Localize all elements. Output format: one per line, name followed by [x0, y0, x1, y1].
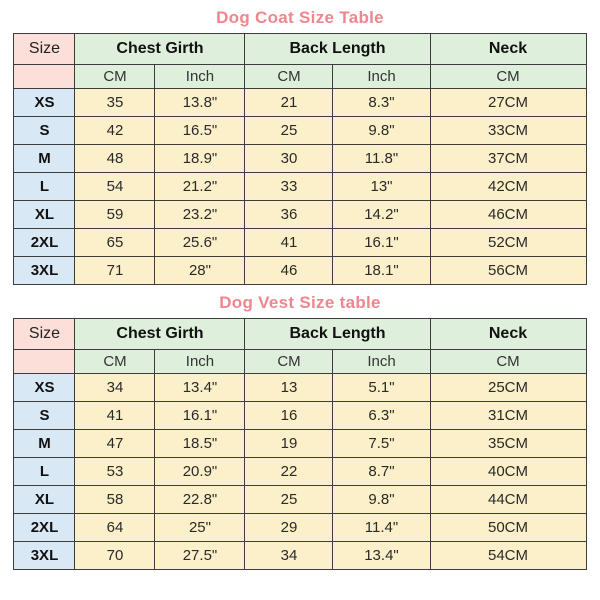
chest-cm-unit: CM — [75, 65, 155, 89]
table-row — [14, 145, 586, 173]
chest-inch-value: 25.6" — [155, 229, 245, 257]
units-row — [14, 65, 586, 89]
chest-inch-value: 23.2" — [155, 201, 245, 229]
size-label: 2XL — [14, 229, 75, 257]
size-label: 3XL — [14, 542, 75, 570]
neck-value: 25CM — [430, 374, 586, 402]
chest-inch-value: 27.5" — [155, 542, 245, 570]
chest-inch-value: 16.5" — [155, 117, 245, 145]
back-cm-value: 30 — [245, 145, 333, 173]
table-row — [14, 458, 586, 486]
neck-header: Neck — [430, 319, 586, 350]
table-row — [14, 402, 586, 430]
neck-header: Neck — [430, 34, 586, 65]
dog-vest-size-table — [13, 318, 586, 570]
chest-cm-value: 35 — [75, 89, 155, 117]
chest-inch-value: 16.1" — [155, 402, 245, 430]
back-cm-value: 13 — [245, 374, 333, 402]
neck-value: 42CM — [430, 173, 586, 201]
back-inch-value: 11.8" — [333, 145, 430, 173]
neck-value: 37CM — [430, 145, 586, 173]
neck-cm-unit: CM — [430, 65, 586, 89]
size-label: XS — [14, 89, 75, 117]
chest-inch-value: 22.8" — [155, 486, 245, 514]
size-label: L — [14, 173, 75, 201]
back-cm-value: 34 — [245, 542, 333, 570]
neck-value: 31CM — [430, 402, 586, 430]
chest-inch-value: 28" — [155, 257, 245, 285]
table-row — [14, 173, 586, 201]
chest-cm-value: 34 — [75, 374, 155, 402]
back-inch-value: 6.3" — [333, 402, 430, 430]
size-label: M — [14, 430, 75, 458]
size-label: L — [14, 458, 75, 486]
back-inch-value: 16.1" — [333, 229, 430, 257]
chest-inch-value: 18.5" — [155, 430, 245, 458]
back-inch-value: 8.7" — [333, 458, 430, 486]
size-column-header: Size — [14, 34, 75, 65]
back-inch-value: 14.2" — [333, 201, 430, 229]
chest-cm-value: 64 — [75, 514, 155, 542]
table-row — [14, 542, 586, 570]
back-cm-value: 46 — [245, 257, 333, 285]
chest-cm-value: 42 — [75, 117, 155, 145]
chest-girth-header: Chest Girth — [75, 319, 245, 350]
chest-inch-value: 25" — [155, 514, 245, 542]
back-cm-value: 21 — [245, 89, 333, 117]
coat-table-title: Dog Coat Size Table — [216, 8, 384, 27]
back-cm-value: 22 — [245, 458, 333, 486]
neck-value: 44CM — [430, 486, 586, 514]
chest-cm-value: 58 — [75, 486, 155, 514]
back-cm-value: 25 — [245, 486, 333, 514]
back-inch-value: 8.3" — [333, 89, 430, 117]
back-cm-value: 36 — [245, 201, 333, 229]
chest-inch-unit: Inch — [155, 350, 245, 374]
chest-inch-value: 18.9" — [155, 145, 245, 173]
table-row — [14, 486, 586, 514]
size-label: 2XL — [14, 514, 75, 542]
chest-cm-value: 47 — [75, 430, 155, 458]
size-label: M — [14, 145, 75, 173]
neck-value: 35CM — [430, 430, 586, 458]
size-label: S — [14, 117, 75, 145]
chest-inch-value: 13.8" — [155, 89, 245, 117]
units-row — [14, 350, 586, 374]
chest-cm-value: 41 — [75, 402, 155, 430]
vest-table-title: Dog Vest Size table — [219, 293, 381, 312]
neck-value: 50CM — [430, 514, 586, 542]
size-label: XL — [14, 486, 75, 514]
back-inch-value: 9.8" — [333, 117, 430, 145]
chest-cm-value: 48 — [75, 145, 155, 173]
back-inch-value: 18.1" — [333, 257, 430, 285]
table-row — [14, 201, 586, 229]
back-cm-value: 41 — [245, 229, 333, 257]
table-row — [14, 374, 586, 402]
dog-coat-size-table — [13, 33, 586, 285]
back-length-header: Back Length — [245, 319, 430, 350]
chest-cm-value: 70 — [75, 542, 155, 570]
size-units-empty-cell — [14, 350, 75, 374]
back-cm-value: 16 — [245, 402, 333, 430]
size-units-empty-cell — [14, 65, 75, 89]
table-row — [14, 229, 586, 257]
chest-inch-unit: Inch — [155, 65, 245, 89]
back-inch-value: 13" — [333, 173, 430, 201]
back-inch-value: 9.8" — [333, 486, 430, 514]
header-row — [14, 34, 586, 65]
size-label: XL — [14, 201, 75, 229]
back-inch-unit: Inch — [333, 65, 430, 89]
back-cm-unit: CM — [245, 350, 333, 374]
back-cm-value: 19 — [245, 430, 333, 458]
neck-value: 40CM — [430, 458, 586, 486]
table-row — [14, 514, 586, 542]
chest-cm-value: 65 — [75, 229, 155, 257]
table-row — [14, 257, 586, 285]
size-label: 3XL — [14, 257, 75, 285]
back-inch-value: 7.5" — [333, 430, 430, 458]
back-inch-value: 13.4" — [333, 542, 430, 570]
chest-cm-value: 71 — [75, 257, 155, 285]
back-cm-value: 29 — [245, 514, 333, 542]
chest-inch-value: 20.9" — [155, 458, 245, 486]
back-cm-unit: CM — [245, 65, 333, 89]
table-row — [14, 430, 586, 458]
chest-cm-value: 54 — [75, 173, 155, 201]
chest-cm-value: 59 — [75, 201, 155, 229]
chest-girth-header: Chest Girth — [75, 34, 245, 65]
neck-value: 46CM — [430, 201, 586, 229]
back-cm-value: 25 — [245, 117, 333, 145]
back-inch-unit: Inch — [333, 350, 430, 374]
back-length-header: Back Length — [245, 34, 430, 65]
neck-value: 54CM — [430, 542, 586, 570]
table-row — [14, 117, 586, 145]
neck-value: 33CM — [430, 117, 586, 145]
chest-cm-value: 53 — [75, 458, 155, 486]
back-cm-value: 33 — [245, 173, 333, 201]
header-row — [14, 319, 586, 350]
neck-value: 56CM — [430, 257, 586, 285]
neck-value: 27CM — [430, 89, 586, 117]
neck-value: 52CM — [430, 229, 586, 257]
size-label: S — [14, 402, 75, 430]
table-row — [14, 89, 586, 117]
back-inch-value: 11.4" — [333, 514, 430, 542]
size-column-header: Size — [14, 319, 75, 350]
neck-cm-unit: CM — [430, 350, 586, 374]
size-label: XS — [14, 374, 75, 402]
chest-inch-value: 21.2" — [155, 173, 245, 201]
back-inch-value: 5.1" — [333, 374, 430, 402]
chest-inch-value: 13.4" — [155, 374, 245, 402]
chest-cm-unit: CM — [75, 350, 155, 374]
